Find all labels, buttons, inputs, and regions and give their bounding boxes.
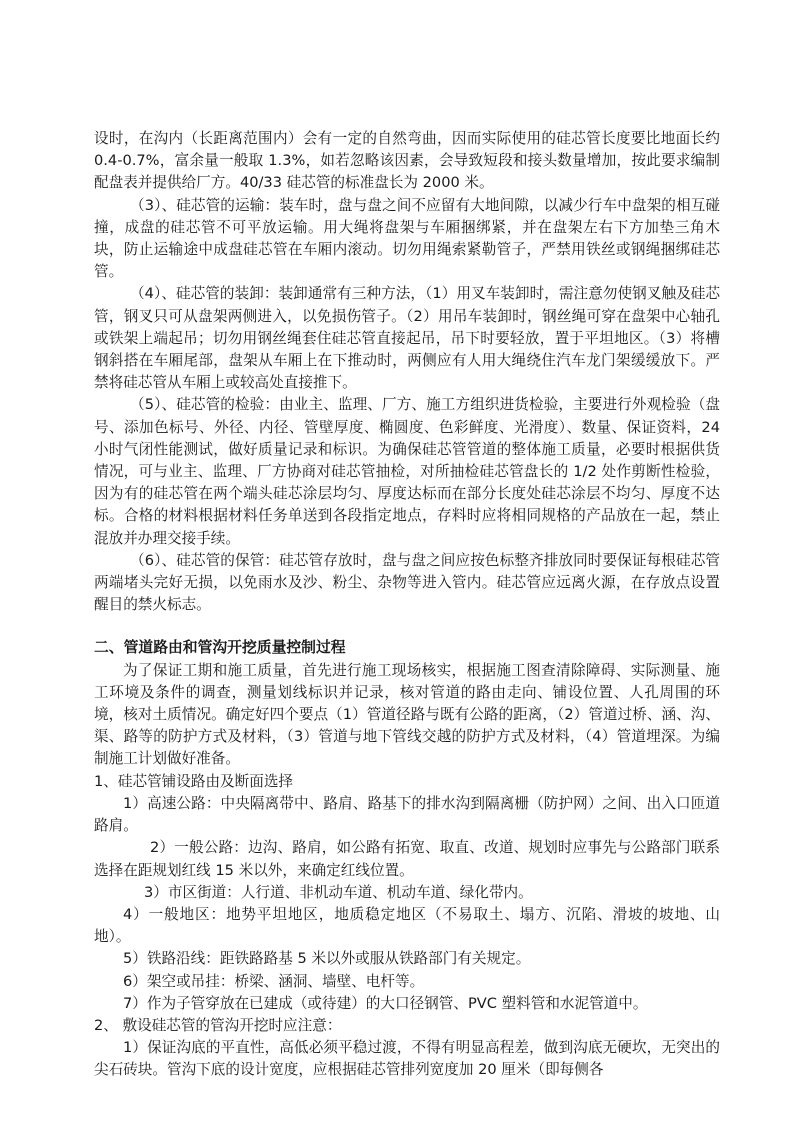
list-item: 7）作为子管穿放在已建成（或待建）的大口径钢管、PVC 塑料管和水泥管道中。 bbox=[123, 994, 648, 1012]
paragraph-storage: （6）、硅芯管的保管：硅芯管存放时，盘与盘之间应按色标整齐排放同时要保证每根硅芯管两端堵头完好无损，以免雨水及沙、粉尘、杂物等进入管内。硅芯管应远离火源，在存放点设置醒目的禁火标志。 bbox=[94, 551, 720, 614]
section-heading: 二、管道路由和管沟开挖质量控制过程 bbox=[94, 639, 346, 657]
paragraph-inspection: （5）、硅芯管的检验：由业主、监理、厂方、施工方组织进货检验，主要进行外观检验（盘号、添加色标号、外径、内径、管壁厚度、椭圆度、色彩鲜度、光滑度）、数量、保证资料，24 小时气闭性能测试，做好质量记录和标识。为确保硅芯管管道的整体施工质量，必要时根据供货情况，可与业主、监理、厂方协商对硅芯管抽检，对所抽检硅芯管盘长的 1/2 处作剪断性检验，因为有的硅芯管在两个端头硅芯涂层均匀、厚度达标而在部分长度处硅芯涂层不均匀、厚度不达标。合格的材料根据材料任务单送到各段指定地点，存料时应将相同规格的产品放在一起，禁止混放并办理交接手续。 bbox=[94, 396, 720, 547]
list-item: 1）高速公路：中央隔离带中、路肩、路基下的排水沟到隔离栅（防护网）之间、出入口匝道路肩。 bbox=[94, 794, 720, 835]
paragraph-loading: （4）、硅芯管的装卸：装卸通常有三种方法，（1）用叉车装卸时，需注意勿使钢叉触及硅芯管，钢叉只可从盘架两侧进入，以免损伤管子。（2）用吊车装卸时，钢丝绳可穿在盘架中心轴孔或铁架上端起吊；切勿用钢丝绳套住硅芯管直接起吊，吊下时要轻放，置于平坦地区。（3）将槽钢斜搭在车厢尾部，盘架从车厢上在下推动时，两侧应有人用大绳绕住汽车龙门架缓缓放下。严禁将硅芯管从车厢上或较高处直接推下。 bbox=[94, 285, 720, 392]
subheading-route-selection: 1、硅芯管铺设路由及断面选择 bbox=[94, 772, 294, 790]
paragraph-continuation: 设时，在沟内（长距离范围内）会有一定的自然弯曲，因而实际使用的硅芯管长度要比地面长约 0.4-0.7%，富余量一般取 1.3%，如若忽略该因素，会导致短段和接头数量增加，按此要求编制配盘表并提供给厂方。40/33 硅芯管的标准盘长为 2000 米。 bbox=[94, 130, 720, 192]
list-item: 2）一般公路：边沟、路肩，如公路有拓宽、取直、改道、规划时应事先与公路部门联系选择在距规划红线 15 米以外，来确定红线位置。 bbox=[94, 839, 720, 879]
paragraph-route-intro: 为了保证工期和施工质量，首先进行施工现场核实，根据施工图查清除障碍、实际测量、施工环境及条件的调查，测量划线标识并记录，核对管道的路由走向、铺设位置、人孔周围的环境，核对土质情况。确定好四个要点（1）管道径路与既有公路的距离，（2）管道过桥、涵、沟、渠、路等的防护方式及材料，（3）管道与地下管线交越的防护方式及材料，（4）管道埋深。为编制施工计划做好准备。 bbox=[94, 661, 720, 768]
paragraph-transport: （3）、硅芯管的运输：装车时，盘与盘之间不应留有大地间隙，以减少行车中盘架的相互碰撞，成盘的硅芯管不可平放运输。用大绳将盘架与车厢捆绑紧，并在盘架左右下方加垫三角木块，防止运输途中成盘硅芯管在车厢内滚动。切勿用绳索紧勒管子，严禁用铁丝或钢绳捆绑硅芯管。 bbox=[94, 196, 720, 281]
list-item: 1）保证沟底的平直性，高低必须平稳过渡，不得有明显高程差，做到沟底无硬坎，无突出的尖石砖块。管沟下底的设计宽度，应根据硅芯管排列宽度加 20 厘米（即每侧各 bbox=[94, 1039, 720, 1079]
document-page bbox=[94, 128, 720, 1082]
list-item: 5）铁路沿线：距铁路路基 5 米以外或服从铁路部门有关规定。 bbox=[123, 950, 531, 968]
list-item: 3）市区街道：人行道、非机动车道、机动车道、绿化带内。 bbox=[144, 883, 533, 901]
subheading-trench: 2、 敷设硅芯管的管沟开挖时应注意： bbox=[94, 1016, 342, 1034]
list-item: 6）架空或吊挂：桥梁、涵洞、墙壁、电杆等。 bbox=[123, 972, 425, 990]
list-item: 4）一般地区：地势平坦地区，地质稳定地区（不易取土、塌方、沉陷、滑坡的坡地、山地）。 bbox=[94, 905, 720, 946]
